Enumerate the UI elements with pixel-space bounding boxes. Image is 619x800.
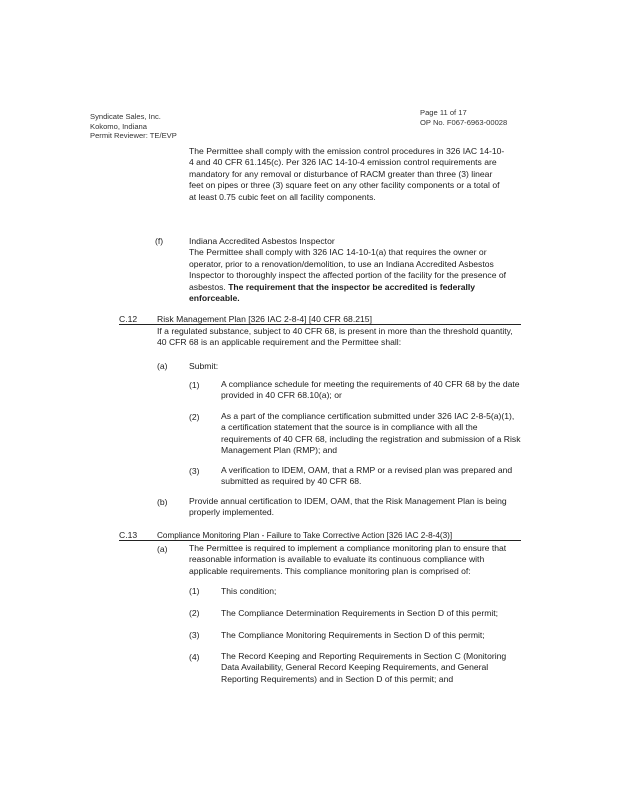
header-page-number: Page 11 of 17 — [420, 108, 467, 117]
c12-item-3-text: A verification to IDEM, OAM, that a RMP or a revised plan was prepared and submitted as required by 40 CFR 68. — [221, 465, 513, 487]
c12-a-label: (a) — [157, 361, 168, 371]
c13-item-4-label: (4) — [189, 652, 200, 662]
section-c12-title: Risk Management Plan [326 IAC 2-8-4] [40 CFR 68.215] — [157, 314, 372, 324]
c13-item-2-label: (2) — [189, 608, 200, 618]
c13-a-label: (a) — [157, 544, 168, 554]
inspector-block — [189, 236, 515, 304]
c13-item-4-text: The Record Keeping and Reporting Requirements in Section C (Monitoring Data Availability, General Record Keeping Requirements, and General Reporting Requirements) and in Section D of this permit; and — [221, 651, 507, 684]
section-c13-title: Compliance Monitoring Plan - Failure to Take Corrective Action [326 IAC 2-8-4(3)] — [157, 531, 453, 540]
asbestos-control-paragraph: The Permittee shall comply with the emission control procedures in 326 IAC 14-10-4 and 40 CFR 61.145(c). Per 326 IAC 14-10-4 emission control requirements are mandatory for any removal or disturbance of RACM greater than three (3) linear feet on pipes or three (3) square feet on any other facility components or a total of at least 0.75 cubic feet on all facility components. — [189, 146, 505, 202]
inspector-federal-text: The requirement that the inspector be accredited is federally enforceable. — [189, 281, 476, 304]
c12-item-1-label: (1) — [189, 380, 200, 390]
c13-item-1-text: This condition; — [221, 586, 277, 596]
header-permit-number: OP No. F067-6963-00028 — [420, 117, 508, 127]
c12-item-2-text: As a part of the compliance certification submitted under 326 IAC 2-8-5(a)(1), a certification statement that the source is in compliance with all the requirements of 40 CFR 68, including the registration and submission of a Risk Management Plan (RMP); and — [221, 411, 521, 456]
c12-item-1-text: A compliance schedule for meeting the requirements of 40 CFR 68 by the date provided in 40 CFR 68.10(a); or — [221, 379, 520, 401]
section-c12-underline — [119, 324, 521, 325]
header-left — [90, 112, 177, 141]
header-company: Syndicate Sales, Inc. — [90, 112, 161, 121]
header-right — [420, 108, 507, 127]
c13-item-3-text: The Compliance Monitoring Requirements in Section D of this permit; — [221, 630, 485, 640]
inspector-title: Indiana Accredited Asbestos Inspector — [189, 236, 335, 246]
inspector-text: The Permittee shall comply with 326 IAC 14-10-1(a) that requires the owner or operator, prior to a renovation/demolition, to use an Indiana Accredited Asbestos Inspector to thoroughly inspect the affected portion of the facility for the presence of asbestos. — [189, 247, 507, 292]
inspector-label: (f) — [155, 236, 164, 246]
c13-item-3-label: (3) — [189, 630, 200, 640]
section-c13-underline — [119, 540, 521, 541]
c12-b-label: (b) — [157, 497, 168, 507]
section-c12-intro: If a regulated substance, subject to 40 CFR 68, is present in more than the threshold quantity, 40 CFR 68 is an applicable requirement and the Permittee shall: — [157, 326, 513, 348]
c13-a-text: The Permittee is required to implement a compliance monitoring plan to ensure that reasonable information is available to evaluate its continuous compliance with applicable requirements. This compliance monitoring plan is comprised of: — [189, 543, 507, 576]
section-c12-number: C.12 — [119, 314, 138, 324]
c13-item-2-text: The Compliance Determination Requirements in Section D of this permit; — [221, 608, 499, 618]
c12-item-3-label: (3) — [189, 466, 200, 476]
c12-item-2-label: (2) — [189, 412, 200, 422]
section-c13-number: C.13 — [119, 530, 138, 540]
header-reviewer: Permit Reviewer: TE/EVP — [90, 131, 177, 141]
c13-item-1-label: (1) — [189, 586, 200, 596]
header-location: Kokomo, Indiana — [90, 121, 147, 131]
c12-b-text: Provide annual certification to IDEM, OAM, that the Risk Management Plan is being properly implemented. — [189, 496, 507, 518]
c12-a-text: Submit: — [189, 361, 219, 371]
